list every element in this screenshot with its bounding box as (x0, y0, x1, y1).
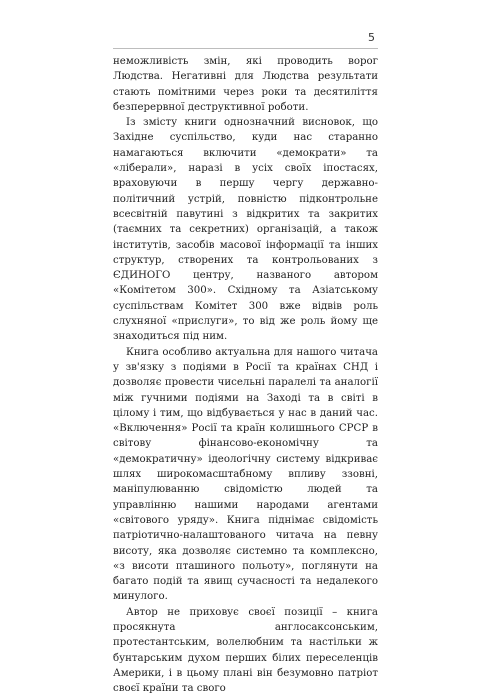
page-number: 5 (368, 31, 375, 44)
paragraph-2: Із змісту книги однозначний висновок, що Західне суспільство, куди нас старанно намагаються включити «демократи» та «ліберали», наразі в усіх своїх іпостасях, враховуючи в першу чергу державно-політичний устрій, повністю підконтрольне всесвітній павутині з відкритих та закритих (таємних та секретних) організацій, а також інститутів, засобів масової інформації та інших структур, створених та контрольованих з ЄДИНОГО центру, названого автором «Комітетом 300». Східному та Азіатському суспільствам Комітет 300 вже відвів роль слухняної «прислуги», то від же роль йому ще знаходиться під ним. (113, 117, 378, 343)
header-rule (113, 48, 378, 49)
body-text (113, 54, 378, 696)
paragraph-4: Автор не приховує своєї позиції – книга просякнута англосаксонським, протестантським, волелюбним та настільки ж бунтарським духом перших білих переселенців Америки, і в цьому плані він безумовно патріот своєї країни та свого (113, 606, 378, 695)
paragraph-1: неможливість змін, які проводить ворог Людства. Негативні для Людства результати стають помітними через роки та десятиліття безперервної деструктивної роботи. (113, 56, 378, 113)
paragraph-3: Книга особливо актуальна для нашого читача у зв'язку з подіями в Росії та країнах СНД і дозволяє провести чисельні паралелі та аналогії між гучними подіями на Заході та в світі в цілому і тим, що відбувається у нас в даний час. «Включення» Росії та країн колишнього СРСР в світову фінансово-економічну та «демократичну» ідеологічну систему відкриває шлях широкомасштабному впливу ззовні, маніпулюванню свідомістю людей та управлінню нашими народами агентами «світового уряду». Книга піднімає свідомість патріотично-налаштованого читача на певну висоту, яка дозволяє системно та комплексно, «з висоти пташиного польоту», поглянути на багато подій та явищ сучасності та недалекого минулого. (113, 346, 378, 603)
